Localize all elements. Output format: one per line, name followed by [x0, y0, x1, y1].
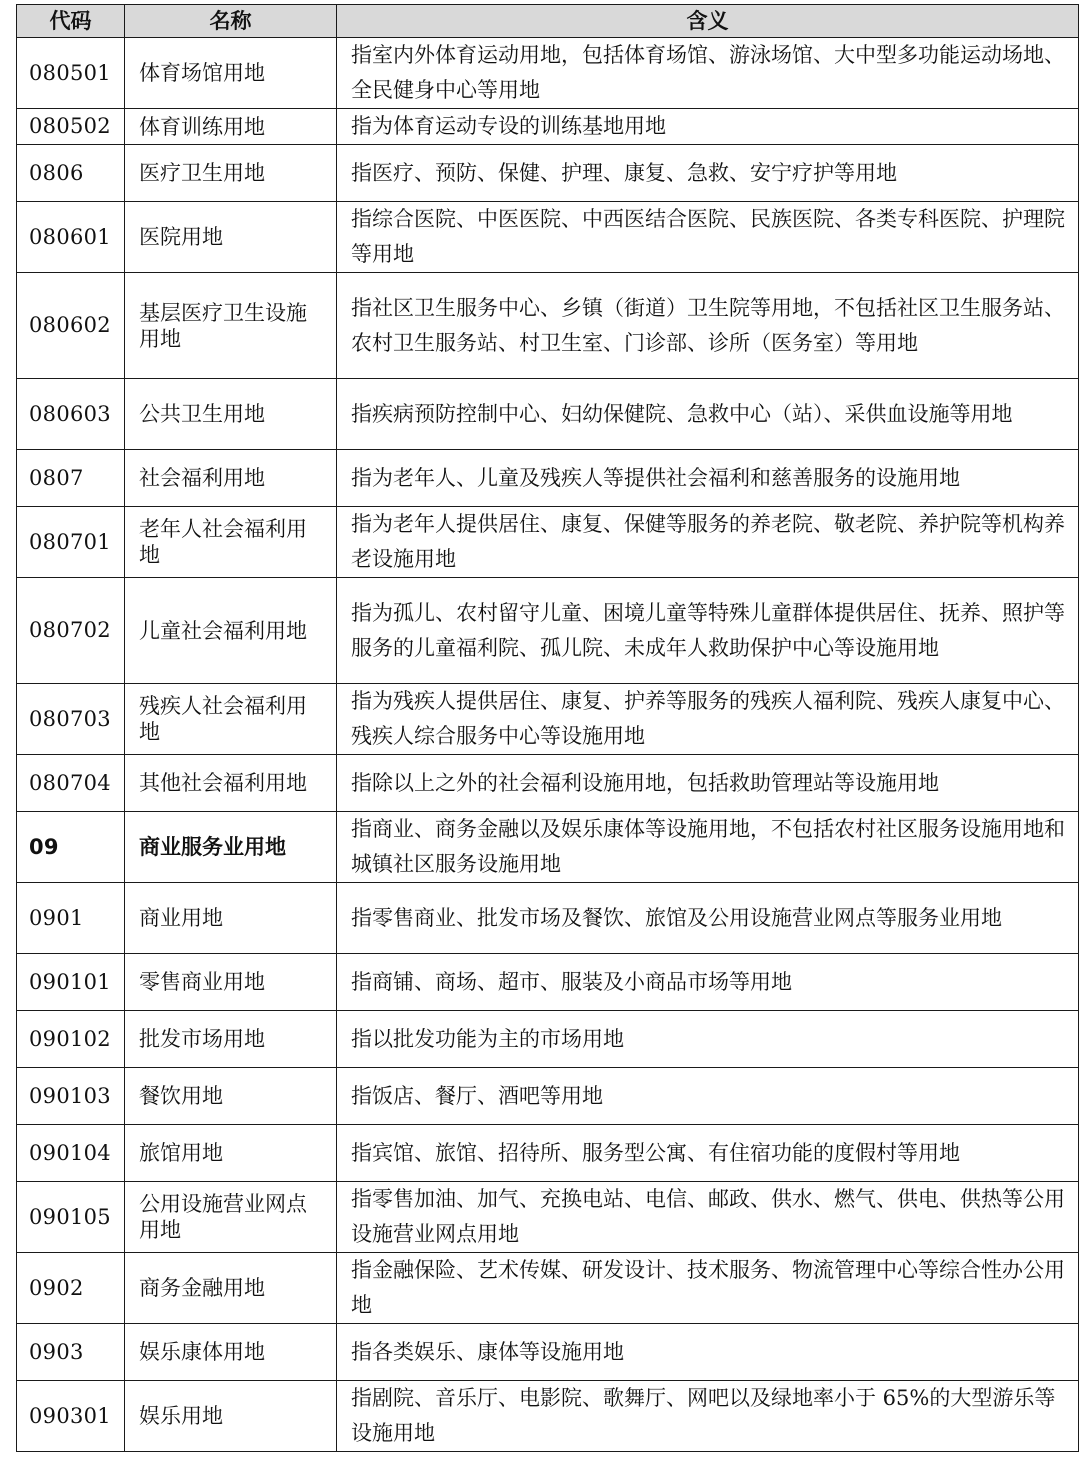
cell-meaning: 指社区卫生服务中心、乡镇（街道）卫生院等用地，不包括社区卫生服务站、农村卫生服务站、村卫生室、门诊部、诊所（医务室）等用地 [337, 273, 1079, 379]
cell-name: 其他社会福利用地 [125, 755, 337, 812]
cell-code: 0902 [17, 1253, 125, 1324]
cell-code: 09 [17, 812, 125, 883]
table-row [17, 38, 1079, 109]
cell-name: 医疗卫生用地 [125, 145, 337, 202]
cell-meaning: 指商铺、商场、超市、服装及小商品市场等用地 [337, 954, 1079, 1011]
cell-code: 090301 [17, 1381, 125, 1452]
cell-name: 商业服务业用地 [125, 812, 337, 883]
table-header [17, 5, 1079, 38]
table-row [17, 954, 1079, 1011]
cell-meaning: 指零售商业、批发市场及餐饮、旅馆及公用设施营业网点等服务业用地 [337, 883, 1079, 954]
table-row [17, 1182, 1079, 1253]
cell-code: 080601 [17, 202, 125, 273]
cell-meaning: 指疾病预防控制中心、妇幼保健院、急救中心（站）、采供血设施等用地 [337, 379, 1079, 450]
cell-code: 0807 [17, 450, 125, 507]
cell-name: 体育场馆用地 [125, 38, 337, 109]
cell-code: 080603 [17, 379, 125, 450]
cell-name: 公共卫生用地 [125, 379, 337, 450]
cell-meaning: 指剧院、音乐厅、电影院、歌舞厅、网吧以及绿地率小于 65%的大型游乐等设施用地 [337, 1381, 1079, 1452]
table-row [17, 109, 1079, 145]
cell-name: 娱乐用地 [125, 1381, 337, 1452]
cell-code: 080703 [17, 684, 125, 755]
cell-code: 080704 [17, 755, 125, 812]
table-row [17, 450, 1079, 507]
table-row [17, 1253, 1079, 1324]
cell-code: 090104 [17, 1125, 125, 1182]
cell-name: 老年人社会福利用地 [125, 507, 337, 578]
cell-meaning: 指为残疾人提供居住、康复、护养等服务的残疾人福利院、残疾人康复中心、残疾人综合服务中心等设施用地 [337, 684, 1079, 755]
table-row [17, 1324, 1079, 1381]
table-row [17, 145, 1079, 202]
cell-code: 080502 [17, 109, 125, 145]
cell-name: 医院用地 [125, 202, 337, 273]
header-name: 名称 [125, 5, 337, 38]
table-row [17, 1068, 1079, 1125]
header-code: 代码 [17, 5, 125, 38]
header-meaning: 含义 [337, 5, 1079, 38]
cell-name: 批发市场用地 [125, 1011, 337, 1068]
cell-code: 090101 [17, 954, 125, 1011]
cell-code: 080501 [17, 38, 125, 109]
cell-meaning: 指为体育运动专设的训练基地用地 [337, 109, 1079, 145]
table-row [17, 273, 1079, 379]
cell-name: 餐饮用地 [125, 1068, 337, 1125]
table-row [17, 379, 1079, 450]
cell-meaning: 指为孤儿、农村留守儿童、困境儿童等特殊儿童群体提供居住、抚养、照护等服务的儿童福利院、孤儿院、未成年人救助保护中心等设施用地 [337, 578, 1079, 684]
table-row [17, 883, 1079, 954]
cell-code: 0806 [17, 145, 125, 202]
cell-meaning: 指除以上之外的社会福利设施用地，包括救助管理站等设施用地 [337, 755, 1079, 812]
cell-name: 公用设施营业网点用地 [125, 1182, 337, 1253]
cell-code: 090102 [17, 1011, 125, 1068]
table-row [17, 684, 1079, 755]
table-row [17, 755, 1079, 812]
cell-code: 080602 [17, 273, 125, 379]
cell-meaning: 指室内外体育运动用地，包括体育场馆、游泳场馆、大中型多功能运动场地、全民健身中心等用地 [337, 38, 1079, 109]
cell-meaning: 指商业、商务金融以及娱乐康体等设施用地，不包括农村社区服务设施用地和城镇社区服务设施用地 [337, 812, 1079, 883]
cell-meaning: 指为老年人、儿童及残疾人等提供社会福利和慈善服务的设施用地 [337, 450, 1079, 507]
cell-meaning: 指综合医院、中医医院、中西医结合医院、民族医院、各类专科医院、护理院等用地 [337, 202, 1079, 273]
cell-code: 0901 [17, 883, 125, 954]
table-row [17, 578, 1079, 684]
table-row [17, 202, 1079, 273]
cell-name: 基层医疗卫生设施用地 [125, 273, 337, 379]
cell-code: 090103 [17, 1068, 125, 1125]
cell-meaning: 指饭店、餐厅、酒吧等用地 [337, 1068, 1079, 1125]
cell-name: 残疾人社会福利用地 [125, 684, 337, 755]
cell-name: 零售商业用地 [125, 954, 337, 1011]
table-row [17, 1381, 1079, 1452]
cell-meaning: 指以批发功能为主的市场用地 [337, 1011, 1079, 1068]
cell-name: 娱乐康体用地 [125, 1324, 337, 1381]
cell-name: 商业用地 [125, 883, 337, 954]
cell-meaning: 指金融保险、艺术传媒、研发设计、技术服务、物流管理中心等综合性办公用地 [337, 1253, 1079, 1324]
cell-meaning: 指宾馆、旅馆、招待所、服务型公寓、有住宿功能的度假村等用地 [337, 1125, 1079, 1182]
cell-name: 商务金融用地 [125, 1253, 337, 1324]
land-use-table [16, 4, 1079, 1452]
cell-name: 旅馆用地 [125, 1125, 337, 1182]
cell-name: 体育训练用地 [125, 109, 337, 145]
table-row [17, 1011, 1079, 1068]
cell-meaning: 指各类娱乐、康体等设施用地 [337, 1324, 1079, 1381]
header-row [17, 5, 1079, 38]
cell-name: 社会福利用地 [125, 450, 337, 507]
cell-name: 儿童社会福利用地 [125, 578, 337, 684]
cell-code: 080701 [17, 507, 125, 578]
cell-code: 090105 [17, 1182, 125, 1253]
cell-meaning: 指医疗、预防、保健、护理、康复、急救、安宁疗护等用地 [337, 145, 1079, 202]
table-row [17, 507, 1079, 578]
cell-meaning: 指零售加油、加气、充换电站、电信、邮政、供水、燃气、供电、供热等公用设施营业网点用地 [337, 1182, 1079, 1253]
cell-code: 0903 [17, 1324, 125, 1381]
table-row [17, 1125, 1079, 1182]
table-row [17, 812, 1079, 883]
cell-meaning: 指为老年人提供居住、康复、保健等服务的养老院、敬老院、养护院等机构养老设施用地 [337, 507, 1079, 578]
cell-code: 080702 [17, 578, 125, 684]
table-body [17, 38, 1079, 1452]
